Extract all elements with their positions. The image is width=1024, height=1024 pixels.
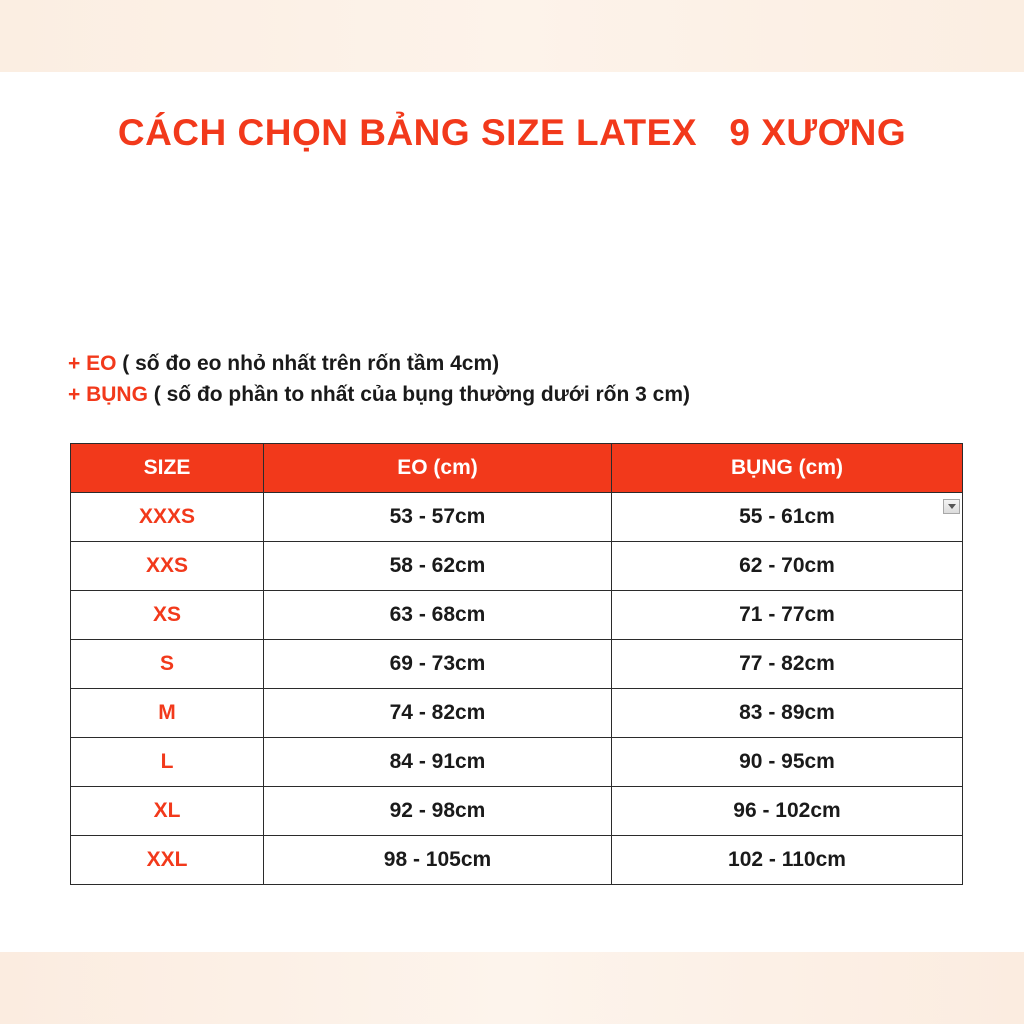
size-cell: XXL <box>71 836 264 885</box>
size-table <box>70 443 963 885</box>
bung-cell: 96 - 102cm <box>612 787 963 836</box>
eo-cell: 69 - 73cm <box>264 640 612 689</box>
size-cell: S <box>71 640 264 689</box>
eo-cell: 84 - 91cm <box>264 738 612 787</box>
table-row <box>71 591 963 640</box>
bung-cell: 71 - 77cm <box>612 591 963 640</box>
note-eo <box>68 348 690 379</box>
header-size: SIZE <box>71 444 264 493</box>
note-text-bung: ( số đo phần to nhất của bụng thường dưới rốn 3 cm) <box>147 383 691 406</box>
note-key-bung: + BỤNG <box>68 383 148 406</box>
size-cell: XXS <box>71 542 264 591</box>
header-eo: EO (cm) <box>264 444 612 493</box>
table-row <box>71 689 963 738</box>
eo-cell: 98 - 105cm <box>264 836 612 885</box>
size-cell: M <box>71 689 264 738</box>
bung-cell: 102 - 110cm <box>612 836 963 885</box>
eo-cell: 58 - 62cm <box>264 542 612 591</box>
table-row <box>71 836 963 885</box>
table-row <box>71 542 963 591</box>
eo-cell: 63 - 68cm <box>264 591 612 640</box>
table-row <box>71 493 963 542</box>
size-cell: XXXS <box>71 493 264 542</box>
table-row <box>71 640 963 689</box>
bung-cell <box>612 493 963 542</box>
note-text-eo: ( số đo eo nhỏ nhất trên rốn tầm 4cm) <box>116 352 500 375</box>
table-row <box>71 787 963 836</box>
note-key-eo: + EO <box>68 352 117 375</box>
measurement-notes <box>68 348 690 410</box>
bung-cell: 83 - 89cm <box>612 689 963 738</box>
bung-cell: 62 - 70cm <box>612 542 963 591</box>
bung-cell: 90 - 95cm <box>612 738 963 787</box>
bung-value: 55 - 61cm <box>739 505 835 528</box>
header-bung: BỤNG (cm) <box>612 444 963 493</box>
size-cell: XL <box>71 787 264 836</box>
top-background-band <box>0 0 1024 72</box>
page-title: CÁCH CHỌN BẢNG SIZE LATEX 9 XƯƠNG <box>117 112 907 153</box>
bung-cell: 77 - 82cm <box>612 640 963 689</box>
eo-cell: 92 - 98cm <box>264 787 612 836</box>
table-row <box>71 738 963 787</box>
note-bung <box>68 379 690 410</box>
size-cell: XS <box>71 591 264 640</box>
chevron-down-icon[interactable] <box>943 499 960 514</box>
eo-cell: 74 - 82cm <box>264 689 612 738</box>
eo-cell: 53 - 57cm <box>264 493 612 542</box>
table-header-row <box>71 444 963 493</box>
bottom-background-band <box>0 952 1024 1024</box>
size-cell: L <box>71 738 264 787</box>
